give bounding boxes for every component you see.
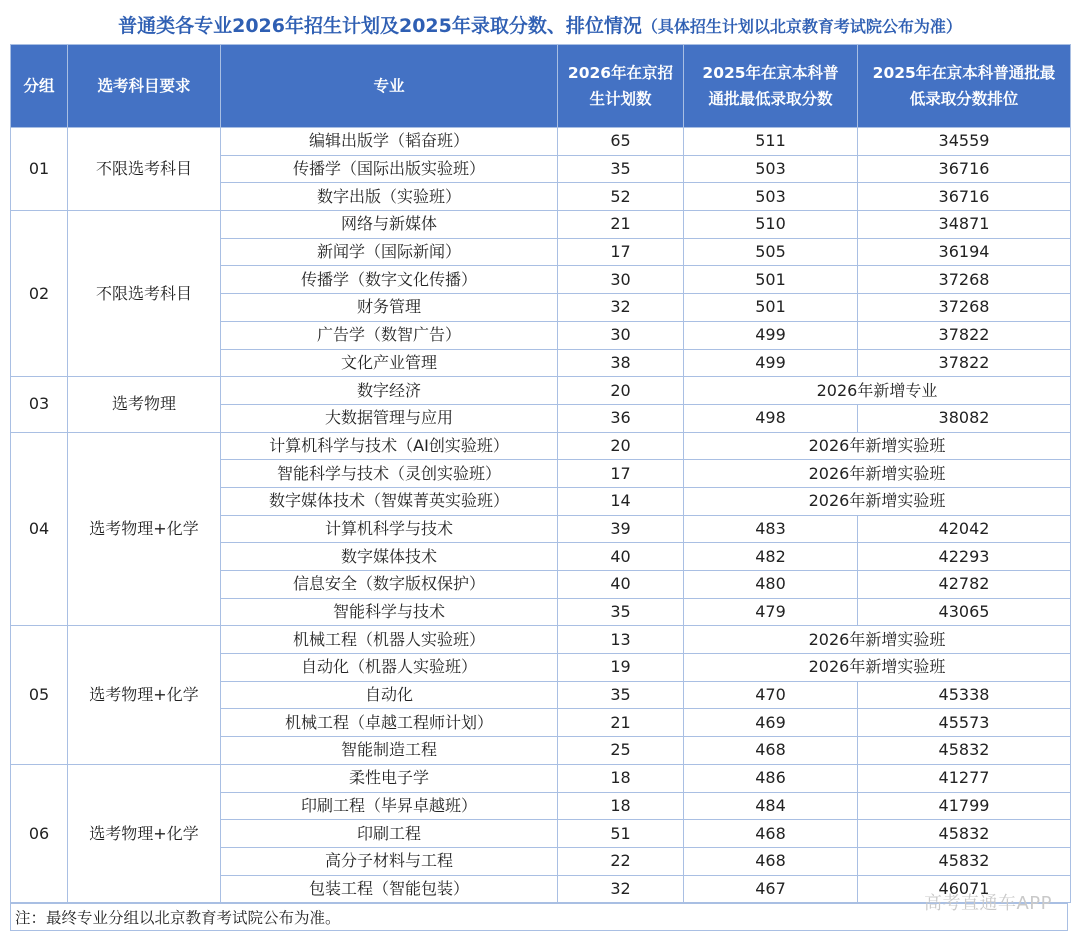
plan-count-cell: 14 — [558, 487, 684, 515]
min-score-cell: 483 — [684, 515, 858, 543]
min-score-cell: 467 — [684, 875, 858, 903]
table-row — [11, 764, 1071, 792]
major-cell: 财务管理 — [221, 294, 558, 322]
major-cell: 新闻学（国际新闻） — [221, 238, 558, 266]
major-cell: 传播学（数字文化传播） — [221, 266, 558, 294]
header-plan: 2026年在京招生计划数 — [558, 45, 684, 128]
new-program-note-cell: 2026年新增实验班 — [684, 654, 1071, 682]
min-score-cell: 484 — [684, 792, 858, 820]
header-rank: 2025年在京本科普通批最低录取分数排位 — [858, 45, 1071, 128]
min-score-cell: 511 — [684, 128, 858, 156]
min-score-cell: 505 — [684, 238, 858, 266]
plan-count-cell: 65 — [558, 128, 684, 156]
min-rank-cell: 42293 — [858, 543, 1071, 571]
plan-count-cell: 35 — [558, 598, 684, 626]
plan-count-cell: 32 — [558, 875, 684, 903]
plan-count-cell: 20 — [558, 377, 684, 405]
major-cell: 编辑出版学（韬奋班） — [221, 128, 558, 156]
major-cell: 信息安全（数字版权保护） — [221, 571, 558, 599]
major-cell: 智能制造工程 — [221, 737, 558, 765]
group-code-cell: 01 — [11, 128, 68, 211]
min-rank-cell: 37268 — [858, 294, 1071, 322]
min-rank-cell: 45338 — [858, 681, 1071, 709]
plan-count-cell: 51 — [558, 820, 684, 848]
min-rank-cell: 46071 — [858, 875, 1071, 903]
plan-count-cell: 25 — [558, 737, 684, 765]
plan-count-cell: 30 — [558, 266, 684, 294]
major-cell: 自动化 — [221, 681, 558, 709]
subject-requirement-cell: 选考物理 — [68, 377, 221, 432]
table-row — [11, 626, 1071, 654]
min-score-cell: 501 — [684, 294, 858, 322]
min-score-cell: 503 — [684, 155, 858, 183]
min-rank-cell: 41277 — [858, 764, 1071, 792]
major-cell: 数字经济 — [221, 377, 558, 405]
footnote: 注：最终专业分组以北京教育考试院公布为准。 — [10, 903, 1068, 931]
plan-count-cell: 32 — [558, 294, 684, 322]
major-cell: 印刷工程（毕昇卓越班） — [221, 792, 558, 820]
plan-count-cell: 21 — [558, 211, 684, 239]
plan-count-cell: 35 — [558, 681, 684, 709]
min-rank-cell: 38082 — [858, 404, 1071, 432]
min-rank-cell: 37822 — [858, 349, 1071, 377]
min-rank-cell: 37268 — [858, 266, 1071, 294]
table-row — [11, 377, 1071, 405]
table-row — [11, 211, 1071, 239]
min-rank-cell: 45832 — [858, 820, 1071, 848]
plan-count-cell: 36 — [558, 404, 684, 432]
plan-count-cell: 22 — [558, 847, 684, 875]
header-row — [11, 45, 1071, 128]
header-score: 2025年在京本科普通批最低录取分数 — [684, 45, 858, 128]
major-cell: 计算机科学与技术（AI创实验班） — [221, 432, 558, 460]
min-score-cell: 498 — [684, 404, 858, 432]
min-rank-cell: 45832 — [858, 847, 1071, 875]
major-cell: 文化产业管理 — [221, 349, 558, 377]
min-score-cell: 510 — [684, 211, 858, 239]
min-rank-cell: 34559 — [858, 128, 1071, 156]
plan-count-cell: 21 — [558, 709, 684, 737]
header-major: 专业 — [221, 45, 558, 128]
min-rank-cell: 42042 — [858, 515, 1071, 543]
table-row — [11, 128, 1071, 156]
major-cell: 智能科学与技术 — [221, 598, 558, 626]
new-program-note-cell: 2026年新增专业 — [684, 377, 1071, 405]
min-score-cell: 480 — [684, 571, 858, 599]
title-note: （具体招生计划以北京教育考试院公布为准） — [641, 17, 962, 36]
header-group: 分组 — [11, 45, 68, 128]
min-rank-cell: 36194 — [858, 238, 1071, 266]
watermark: 高考直通车APP — [923, 893, 1052, 914]
group-code-cell: 04 — [11, 432, 68, 626]
min-score-cell: 499 — [684, 349, 858, 377]
min-rank-cell: 36716 — [858, 183, 1071, 211]
plan-count-cell: 13 — [558, 626, 684, 654]
new-program-note-cell: 2026年新增实验班 — [684, 626, 1071, 654]
major-cell: 机械工程（卓越工程师计划） — [221, 709, 558, 737]
plan-count-cell: 17 — [558, 238, 684, 266]
major-cell: 数字媒体技术 — [221, 543, 558, 571]
plan-count-cell: 19 — [558, 654, 684, 682]
plan-count-cell: 35 — [558, 155, 684, 183]
min-score-cell: 470 — [684, 681, 858, 709]
min-rank-cell: 45573 — [858, 709, 1071, 737]
min-score-cell: 499 — [684, 321, 858, 349]
min-score-cell: 503 — [684, 183, 858, 211]
min-rank-cell: 41799 — [858, 792, 1071, 820]
group-code-cell: 05 — [11, 626, 68, 764]
major-cell: 数字媒体技术（智媒菁英实验班） — [221, 487, 558, 515]
plan-count-cell: 52 — [558, 183, 684, 211]
major-cell: 传播学（国际出版实验班） — [221, 155, 558, 183]
major-cell: 网络与新媒体 — [221, 211, 558, 239]
major-cell: 智能科学与技术（灵创实验班） — [221, 460, 558, 488]
min-score-cell: 468 — [684, 737, 858, 765]
group-code-cell: 03 — [11, 377, 68, 432]
major-cell: 机械工程（机器人实验班） — [221, 626, 558, 654]
major-cell: 广告学（数智广告） — [221, 321, 558, 349]
min-score-cell: 468 — [684, 820, 858, 848]
min-rank-cell: 45832 — [858, 737, 1071, 765]
min-rank-cell: 34871 — [858, 211, 1071, 239]
subject-requirement-cell: 选考物理+化学 — [68, 626, 221, 764]
subject-requirement-cell: 选考物理+化学 — [68, 432, 221, 626]
min-score-cell: 501 — [684, 266, 858, 294]
major-cell: 印刷工程 — [221, 820, 558, 848]
plan-count-cell: 20 — [558, 432, 684, 460]
plan-count-cell: 39 — [558, 515, 684, 543]
table-body — [11, 128, 1071, 903]
admission-plan-table — [10, 44, 1071, 903]
plan-count-cell: 30 — [558, 321, 684, 349]
table-row — [11, 432, 1071, 460]
major-cell: 柔性电子学 — [221, 764, 558, 792]
min-score-cell: 479 — [684, 598, 858, 626]
subject-requirement-cell: 选考物理+化学 — [68, 764, 221, 902]
plan-count-cell: 18 — [558, 792, 684, 820]
new-program-note-cell: 2026年新增实验班 — [684, 487, 1071, 515]
table-title — [10, 8, 1070, 44]
major-cell: 大数据管理与应用 — [221, 404, 558, 432]
new-program-note-cell: 2026年新增实验班 — [684, 460, 1071, 488]
plan-count-cell: 40 — [558, 571, 684, 599]
major-cell: 包装工程（智能包装） — [221, 875, 558, 903]
title-main: 普通类各专业2026年招生计划及2025年录取分数、排位情况 — [118, 15, 642, 37]
min-score-cell: 469 — [684, 709, 858, 737]
plan-count-cell: 18 — [558, 764, 684, 792]
min-score-cell: 482 — [684, 543, 858, 571]
plan-count-cell: 40 — [558, 543, 684, 571]
major-cell: 计算机科学与技术 — [221, 515, 558, 543]
major-cell: 高分子材料与工程 — [221, 847, 558, 875]
plan-count-cell: 17 — [558, 460, 684, 488]
subject-requirement-cell: 不限选考科目 — [68, 128, 221, 211]
min-rank-cell: 43065 — [858, 598, 1071, 626]
group-code-cell: 02 — [11, 211, 68, 377]
min-score-cell: 486 — [684, 764, 858, 792]
min-score-cell: 468 — [684, 847, 858, 875]
min-rank-cell: 37822 — [858, 321, 1071, 349]
group-code-cell: 06 — [11, 764, 68, 902]
subject-requirement-cell: 不限选考科目 — [68, 211, 221, 377]
min-rank-cell: 36716 — [858, 155, 1071, 183]
major-cell: 数字出版（实验班） — [221, 183, 558, 211]
major-cell: 自动化（机器人实验班） — [221, 654, 558, 682]
min-rank-cell: 42782 — [858, 571, 1071, 599]
header-subject: 选考科目要求 — [68, 45, 221, 128]
plan-count-cell: 38 — [558, 349, 684, 377]
new-program-note-cell: 2026年新增实验班 — [684, 432, 1071, 460]
